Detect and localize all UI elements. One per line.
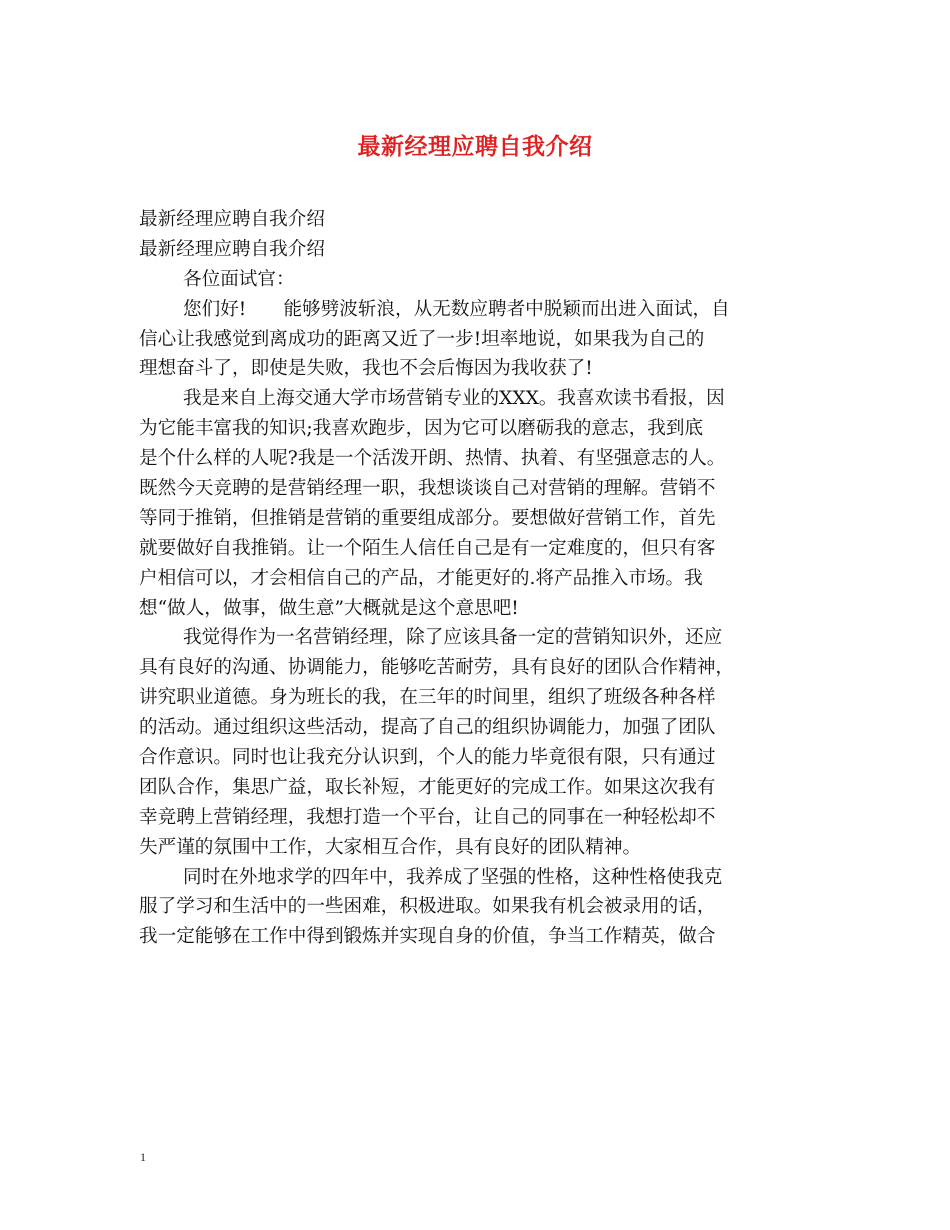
body-line: 既然今天竞聘的是营销经理一职，我想谈谈自己对营销的理解。营销不 <box>139 478 716 500</box>
body-line: 服了学习和生活中的一些困难，积极进取。如果我有机会被录用的话， <box>139 896 716 918</box>
body-line: 是个什么样的人呢?我是一个活泼开朗、热情、执着、有坚强意志的人。 <box>139 448 726 470</box>
body-line: 最新经理应聘自我介绍 <box>139 238 325 260</box>
body-line: 就要做好自我推销。让一个陌生人信任自己是有一定难度的，但只有客 <box>139 537 716 559</box>
body-line: 具有良好的沟通、协调能力，能够吃苦耐劳，具有良好的团队合作精神， <box>139 657 735 679</box>
body-line: 信心让我感觉到离成功的距离又近了一步!坦率地说，如果我为自己的 <box>139 328 705 350</box>
document-body <box>139 205 819 952</box>
body-line: 理想奋斗了，即使是失败，我也不会后悔因为我收获了! <box>139 358 593 380</box>
body-line: 幸竞聘上营销经理，我想打造一个平台，让自己的同事在一种轻松却不 <box>139 806 716 828</box>
body-line: 户相信可以，才会相信自己的产品，才能更好的.将产品推入市场。我 <box>139 567 703 589</box>
body-line: 我是来自上海交通大学市场营销专业的XXX。我喜欢读书看报，因 <box>183 388 725 410</box>
body-line: 等同于推销，但推销是营销的重要组成部分。要想做好营销工作，首先 <box>139 507 716 529</box>
body-line: 为它能丰富我的知识;我喜欢跑步，因为它可以磨砺我的意志，我到底 <box>139 418 704 440</box>
body-line: 的活动。通过组织这些活动，提高了自己的组织协调能力，加强了团队 <box>139 717 716 739</box>
body-line: 最新经理应聘自我介绍 <box>139 209 325 230</box>
body-line: 各位面试官： <box>183 268 295 290</box>
body-line: 合作意识。同时也让我充分认识到，个人的能力毕竟很有限，只有通过 <box>139 747 716 769</box>
body-line: 团队合作，集思广益，取长补短，才能更好的完成工作。如果这次我有 <box>139 776 716 798</box>
body-line: 您们好! 能够劈波斩浪，从无数应聘者中脱颖而出进入面试，自 <box>183 298 730 320</box>
page-number: 1 <box>140 1150 146 1164</box>
document-title: 最新经理应聘自我介绍 <box>357 133 593 160</box>
body-line: 我觉得作为一名营销经理，除了应该具备一定的营销知识外，还应 <box>183 627 723 649</box>
body-line: 失严谨的氛围中工作，大家相互合作，具有良好的团队精神。 <box>139 836 642 858</box>
body-line: 同时在外地求学的四年中，我养成了坚强的性格，这种性格使我克 <box>183 866 723 888</box>
body-line: 我一定能够在工作中得到锻炼并实现自身的价值，争当工作精英，做合 <box>139 926 716 948</box>
body-line: 讲究职业道德。身为班长的我，在三年的时间里，组织了班级各种各样 <box>139 687 716 709</box>
body-line: 想“做人，做事，做生意”大概就是这个意思吧! <box>139 597 519 619</box>
